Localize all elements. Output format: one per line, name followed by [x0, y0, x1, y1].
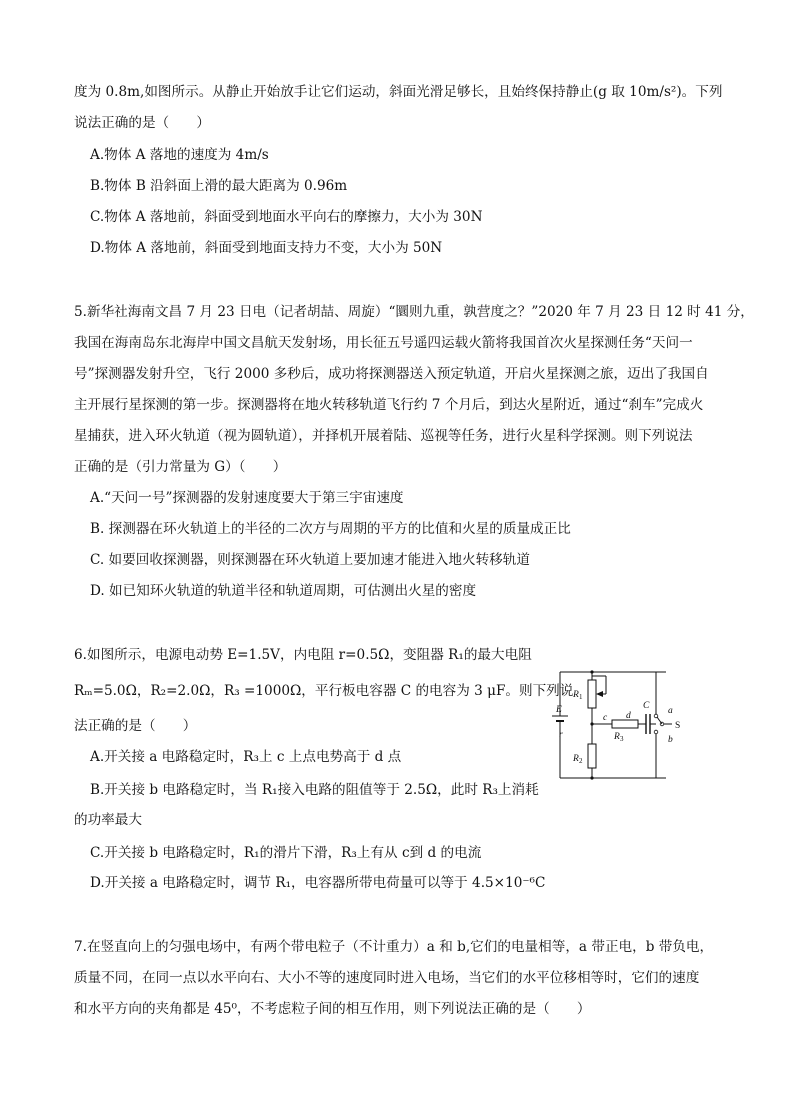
- switch-label: S: [675, 721, 681, 731]
- circuit-diagram: [548, 666, 724, 796]
- r2-resistor: [588, 744, 596, 768]
- q6-option-c: C.开关接 b 电路稳定时，R₁的滑片下滑，R₃上有从 c到 d 的电流: [90, 845, 482, 861]
- r3-resistor: [612, 720, 638, 728]
- r3-label-sub: 3: [620, 735, 624, 743]
- q7-line-3: 和水平方向的夹角都是 45⁰，不考虑粒子间的相互作用，则下列说法正确的是（ ）: [74, 1001, 591, 1017]
- point-d-label: d: [626, 711, 631, 721]
- r1-resistor: [588, 680, 596, 708]
- internal-resistance-label: r: [559, 730, 563, 740]
- q6-line-1: 6.如图所示，电源电动势 E=1.5V，内电阻 r=0.5Ω，变阻器 R₁的最大电阻: [74, 647, 532, 663]
- q5-line-2: 我国在海南岛东北海岸中国文昌航天发射场，用长征五号遥四运载火箭将我国首次火星探测任务“天问一: [74, 335, 693, 351]
- q6-option-a: A.开关接 a 电路稳定时，R₃上 c 上点电势高于 d 点: [90, 749, 402, 765]
- contact-b-label: b: [668, 735, 673, 745]
- slider-arrow: [596, 691, 603, 697]
- capacitor-label: C: [643, 701, 650, 711]
- q6-option-b: B.开关接 b 电路稳定时，当 R₁接入电路的阻值等于 2.5Ω，此时 R₃上消耗: [90, 782, 539, 798]
- q6-option-d: D.开关接 a 电路稳定时，调节 R₁，电容器所带电荷量可以等于 4.5×10⁻⁶C: [90, 875, 546, 891]
- switch-blade: [657, 717, 662, 724]
- r2-label: R: [573, 754, 579, 764]
- r2-label-sub: 2: [579, 757, 583, 765]
- contact-a-label: a: [668, 706, 673, 716]
- q5-option-d: D. 如已知环火轨道的轨道半径和轨道周期，可估测出火星的密度: [90, 583, 477, 599]
- q5-line-1: 5.新华社海南文昌 7 月 23 日电（记者胡喆、周旋）“圜则九重，孰营度之？”2020 年 7 月 23 日 12 时 41 分，: [74, 304, 754, 320]
- q4-line-2: 说法正确的是（ ）: [74, 115, 210, 131]
- q6-line-2: Rₘ=5.0Ω，R₂=2.0Ω，R₃ =1000Ω，平行板电容器 C 的电容为 3 μF。则下列说: [74, 683, 574, 699]
- q6-line-3: 法正确的是（ ）: [74, 718, 197, 734]
- q4-option-c: C.物体 A 落地前，斜面受到地面水平向右的摩擦力，大小为 30N: [90, 209, 483, 225]
- q5-option-b: B. 探测器在环火轨道上的半径的二次方与周期的平方的比值和火星的质量成正比: [90, 521, 571, 537]
- q6-option-b-cont: 的功率最大: [74, 812, 142, 828]
- q5-line-5: 星捕获，进入环火轨道（视为圆轨道），并择机开展着陆、巡视等任务，进行火星科学探测。则下列说法: [74, 428, 693, 444]
- q7-line-2: 质量不同，在同一点以水平向右、大小不等的速度同时进入电场，当它们的水平位移相等时，它们的速度: [74, 970, 700, 986]
- emf-label: E: [556, 705, 562, 715]
- q4-option-d: D.物体 A 落地前，斜面受到地面支持力不变，大小为 50N: [90, 240, 443, 256]
- point-c-label: c: [603, 713, 608, 723]
- q5-line-4: 主开展行星探测的第一步。探测器将在地火转移轨道飞行约 7 个月后，到达火星附近，通过“刹车”完成火: [74, 397, 704, 413]
- r3-label: R: [614, 732, 620, 742]
- r1-label: R: [573, 690, 579, 700]
- q7-line-1: 7.在竖直向上的匀强电场中，有两个带电粒子（不计重力）a 和 b,它们的电量相等，a 带正电，b 带负电，: [74, 939, 714, 955]
- q4-line-1: 度为 0.8m,如图所示。从静止开始放手让它们运动，斜面光滑足够长，且始终保持静止(g 取 10m/s²)。下列: [74, 84, 723, 100]
- q5-option-c: C. 如要回收探测器，则探测器在环火轨道上要加速才能进入地火转移轨道: [90, 552, 530, 568]
- q5-line-3: 号”探测器发射升空，飞行 2000 多秒后，成功将探测器送入预定轨道，开启火星探测之旅，迈出了我国自: [74, 366, 709, 382]
- q5-line-6: 正确的是（引力常量为 G）（ ）: [74, 459, 287, 475]
- q5-option-a: A.“天问一号”探测器的发射速度要大于第三宇宙速度: [90, 490, 404, 506]
- r1-label-sub: 1: [579, 693, 583, 701]
- q4-option-a: A.物体 A 落地的速度为 4m/s: [90, 147, 269, 163]
- contact-b: [654, 730, 658, 734]
- q4-option-b: B.物体 B 沿斜面上滑的最大距离为 0.96m: [90, 178, 348, 194]
